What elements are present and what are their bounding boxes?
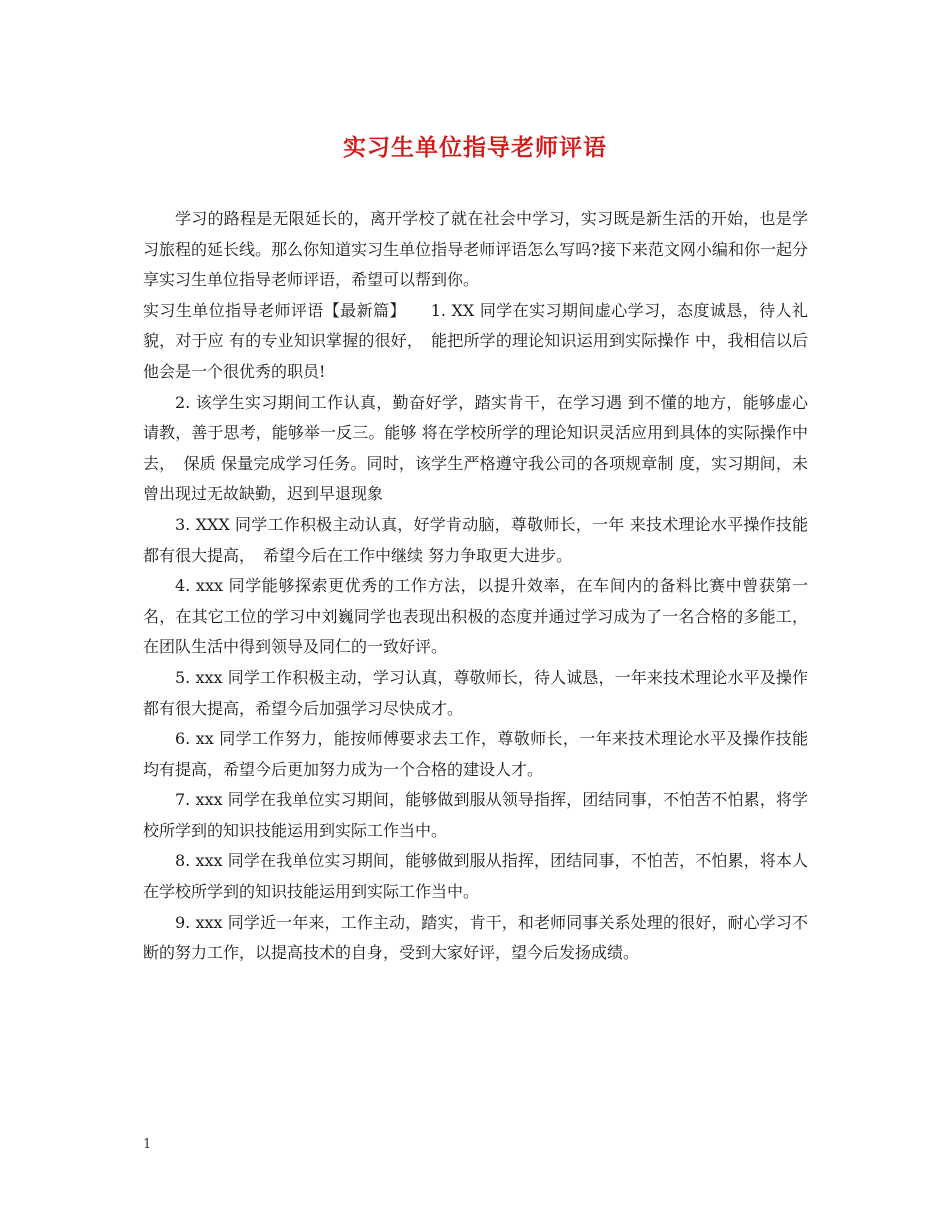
- paragraph-3: 3. XXX 同学工作积极主动认真，好学肯动脑，尊敬师长，一年 来技术理论水平操作技能都有很大提高， 希望今后在工作中继续 努力争取更大进步。: [143, 514, 808, 565]
- paragraph-7: 7. xxx 同学在我单位实习期间，能够做到服从领导指挥，团结同事，不怕苦不怕累，将学校所学到的知识技能运用到实际工作当中。: [143, 790, 808, 840]
- document-title: 实习生单位指导老师评语: [343, 134, 607, 161]
- paragraph-5: 5. xxx 同学工作积极主动，学习认真，尊敬师长，待人诚恳，一年来技术理论水平及操作都有很大提高，希望今后加强学习尽快成才。: [143, 667, 808, 718]
- paragraph-intro: 学习的路程是无限延长的，离开学校了就在社会中学习，实习既是新生活的开始，也是学习旅程的延长线。那么你知道实习生单位指导老师评语怎么写吗?接下来范文网小编和你一起分享实习生单位指导老师评语，希望可以帮到你。: [143, 209, 808, 290]
- paragraph-2: 2. 该学生实习期间工作认真，勤奋好学，踏实肯干，在学习遇 到不懂的地方，能够虚心请教，善于思考，能够举一反三。能够 将在学校所学的理论知识灵活应用到具体的实际操作中去， 保质 保量完成学习任务。同时，该学生严格遵守我公司的各项规章制 度，实习期间，未曾出现过无故缺勤，迟到早退现象: [143, 392, 808, 504]
- paragraph-6: 6. xx 同学工作努力，能按师傅要求去工作，尊敬师长，一年来技术理论水平及操作技能均有提高，希望今后更加努力成为一个合格的建设人才。: [143, 729, 808, 779]
- paragraph-9: 9. xxx 同学近一年来，工作主动，踏实，肯干，和老师同事关系处理的很好，耐心学习不断的努力工作，以提高技术的自身，受到大家好评，望今后发扬成绩。: [143, 912, 808, 963]
- paragraph-4: 4. xxx 同学能够探索更优秀的工作方法，以提升效率，在车间内的备料比赛中曾获第一名，在其它工位的学习中刘巍同学也表现出积极的态度并通过学习成为了一名合格的多能工，在团队生活中得到领导及同仁的一致好评。: [143, 576, 808, 657]
- paragraph-8: 8. xxx 同学在我单位实习期间，能够做到服从指挥，团结同事，不怕苦，不怕累，将本人在学校所学到的知识技能运用到实际工作当中。: [143, 851, 808, 902]
- page-number: 1: [143, 1137, 152, 1152]
- document-body: [143, 204, 808, 969]
- paragraph-1: 实习生单位指导老师评语【最新篇】 1. XX 同学在实习期间虚心学习，态度诚恳，待人礼貌，对于应 有的专业知识掌握的很好， 能把所学的理论知识运用到实际操作 中，我相信以后他会是一个很优秀的职员!: [143, 300, 808, 381]
